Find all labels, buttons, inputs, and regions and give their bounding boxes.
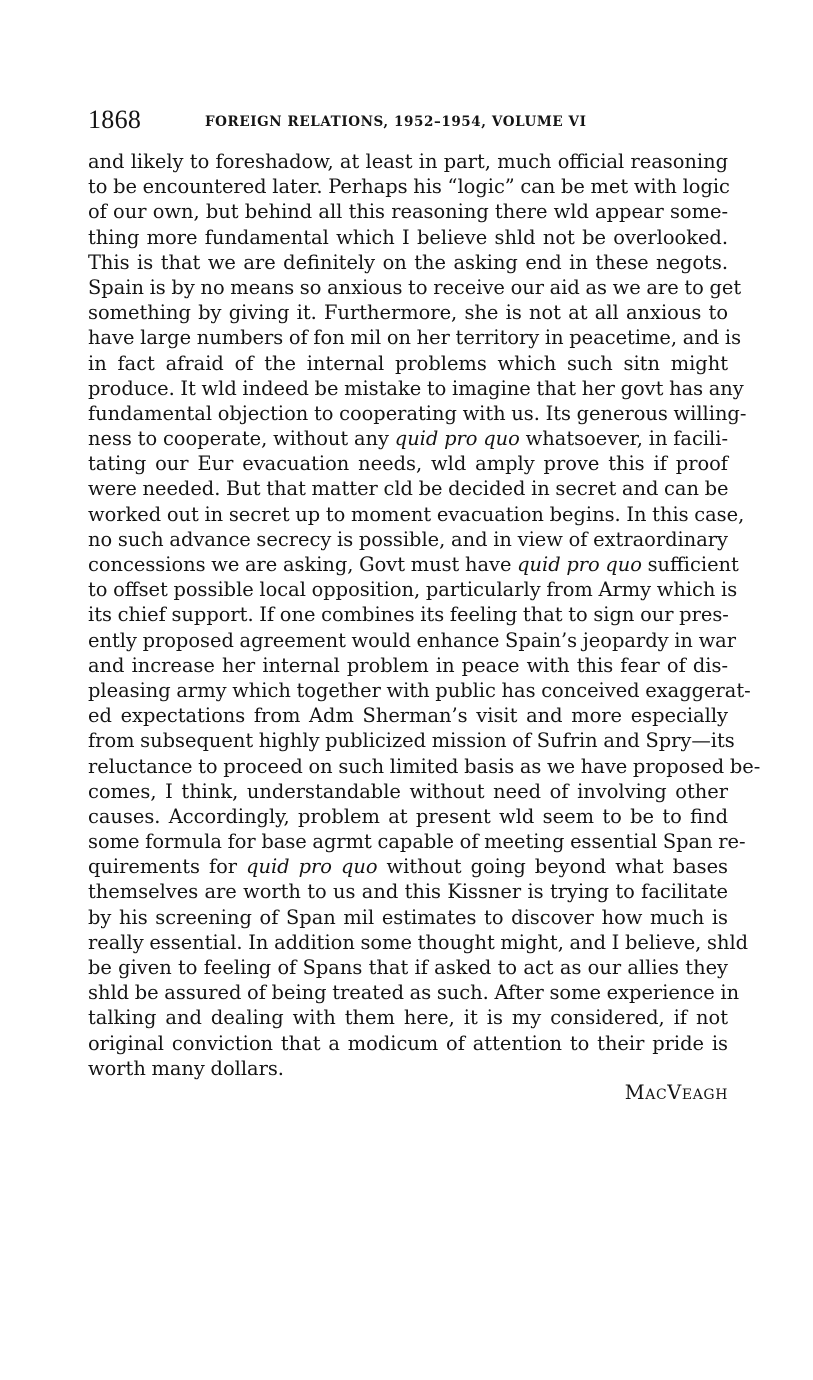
- text-line: [88, 703, 728, 728]
- text-line: [88, 1031, 728, 1056]
- text-line: [88, 829, 746, 854]
- text-run: worked out in secret up to moment evacuation begins. In this case,: [88, 502, 745, 526]
- text-line: [88, 174, 728, 199]
- text-run: have large numbers of fon mil on her territory in peacetime, and is: [88, 326, 742, 350]
- text-line: [88, 678, 751, 703]
- text-run: tating our Eur evacuation needs, wld amply prove this if proof: [88, 452, 728, 476]
- text-run: in fact afraid of the internal problems which such sitn might: [88, 351, 728, 375]
- text-run: some formula for base agrmt capable of meeting essential Span re-: [88, 830, 746, 854]
- signature: MacVeagh: [624, 1081, 728, 1104]
- text-line: [88, 754, 761, 779]
- text-run: quirements for: [88, 855, 247, 879]
- text-run: produce. It wld indeed be mistake to imagine that her govt has any: [88, 376, 744, 400]
- text-line: [88, 426, 728, 451]
- text-run: ness to cooperate, without any: [88, 427, 395, 451]
- page-number: 1868: [88, 105, 142, 134]
- page-header: [88, 104, 728, 136]
- text-run: no such advance secrecy is possible, and in view of extraordinary: [88, 527, 728, 551]
- text-line: [88, 476, 728, 501]
- text-line: [88, 275, 742, 300]
- text-line: [88, 451, 728, 476]
- text-line: [88, 401, 747, 426]
- text-line: [88, 300, 728, 325]
- italic-phrase: quid pro quo: [394, 427, 520, 451]
- text-line: [88, 930, 749, 955]
- text-line: [88, 325, 742, 350]
- text-line: [88, 779, 728, 804]
- text-run: and increase her internal problem in peace with this fear of dis-: [88, 653, 728, 677]
- text-line: [88, 804, 728, 829]
- text-run: talking and dealing with them here, it is my considered, if not: [88, 1006, 728, 1030]
- text-run: something by giving it. Furthermore, she is not at all anxious to: [88, 301, 728, 325]
- text-line: [88, 728, 735, 753]
- text-run: from subsequent highly publicized mission of Sufrin and Spry—its: [88, 729, 735, 753]
- text-line: [88, 628, 737, 653]
- running-head: FOREIGN RELATIONS, 1952–1954, VOLUME VI: [205, 114, 587, 130]
- text-run: Spain is by no means so anxious to receive our aid as we are to get: [88, 275, 742, 299]
- text-run: ently proposed agreement would enhance Spain’s jeopardy in war: [88, 628, 737, 652]
- text-line: [88, 653, 728, 678]
- text-run: whatsoever, in facili-: [519, 427, 729, 451]
- text-run: be given to feeling of Spans that if asked to act as our allies they: [88, 956, 728, 979]
- text-line: [88, 225, 728, 250]
- text-run: really essential. In addition some thought might, and I believe, shld: [88, 930, 749, 954]
- text-line: [88, 905, 728, 930]
- text-run: This is that we are definitely on the asking end in these negots.: [88, 250, 728, 274]
- text-run: without going beyond what bases: [377, 855, 729, 879]
- text-line: [88, 1056, 728, 1081]
- italic-phrase: quid pro quo: [517, 553, 642, 576]
- text-run: themselves are worth to us and this Kissner is trying to facilitate: [88, 880, 728, 904]
- text-line: [88, 149, 728, 174]
- text-line: [88, 854, 728, 879]
- body-paragraph: [88, 149, 761, 1081]
- text-line: [88, 879, 728, 904]
- text-run: concessions we are asking, Govt must have: [88, 553, 518, 576]
- text-line: [88, 602, 728, 627]
- text-line: [88, 250, 728, 275]
- text-run: by his screening of Span mil estimates to discover how much is: [88, 905, 728, 929]
- text-run: pleasing army which together with public has conceived exaggerat-: [88, 678, 751, 702]
- text-run: reluctance to proceed on such limited basis as we have proposed be-: [88, 754, 761, 778]
- text-line: [88, 1005, 728, 1030]
- text-line: [88, 955, 728, 980]
- text-line: [88, 527, 728, 552]
- text-run: were needed. But that matter cld be decided in secret and can be: [88, 477, 729, 501]
- text-run: to offset possible local opposition, particularly from Army which is: [88, 578, 738, 602]
- text-run: of our own, but behind all this reasoning there wld appear some-: [88, 200, 728, 224]
- text-run: to be encountered later. Perhaps his “logic” can be met with logic: [88, 175, 730, 199]
- text-run: ed expectations from Adm Sherman’s visit and more especially: [88, 704, 728, 728]
- text-run: and likely to foreshadow, at least in part, much official reasoning: [88, 150, 728, 173]
- text-line: [88, 552, 739, 577]
- italic-phrase: quid pro quo: [246, 855, 378, 879]
- text-line: [88, 376, 744, 401]
- text-line: [88, 199, 728, 224]
- text-run: worth many dollars.: [88, 1056, 284, 1080]
- text-run: original conviction that a modicum of attention to their pride is: [88, 1031, 728, 1055]
- text-line: [88, 351, 728, 376]
- text-run: sufficient: [641, 553, 739, 576]
- text-run: causes. Accordingly, problem at present wld seem to be to find: [88, 804, 728, 828]
- text-run: shld be assured of being treated as such. After some experience in: [88, 981, 740, 1005]
- text-line: [88, 577, 738, 602]
- text-run: comes, I think, understandable without need of involving other: [88, 779, 728, 803]
- text-run: thing more fundamental which I believe shld not be overlooked.: [88, 225, 728, 249]
- text-run: its chief support. If one combines its feeling that to sign our pres-: [88, 603, 729, 627]
- text-line: [88, 502, 745, 527]
- text-line: [88, 980, 740, 1005]
- text-run: fundamental objection to cooperating with us. Its generous willing-: [88, 401, 747, 425]
